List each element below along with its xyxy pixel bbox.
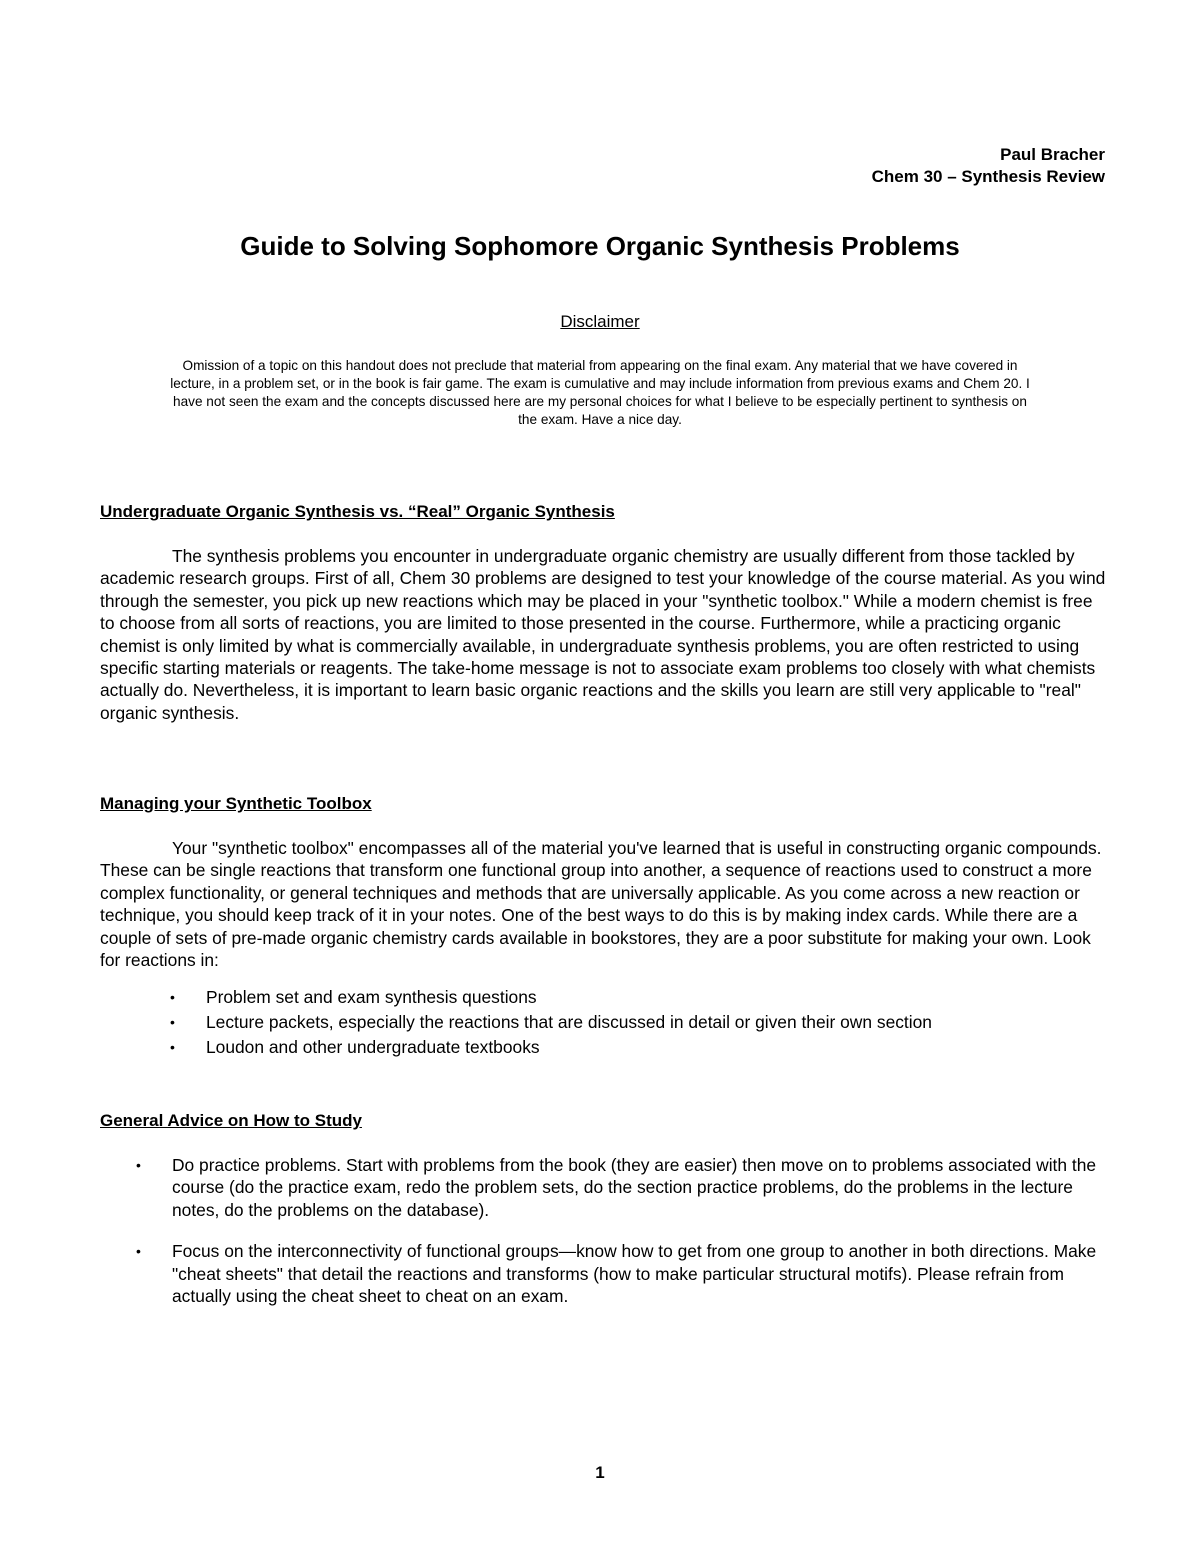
paragraph-toolbox: Your "synthetic toolbox" encompasses all of the material you've learned that is useful in constructing organic compounds. These can be single reactions that transform one functional group into another, a sequence of reactions used to construct a more complex functionality, or general techniques and methods that are universally applicable. As you come across a new reaction or technique, you should keep track of it in your notes. One of the best ways to do this is by making index cards. While there are a couple of sets of pre-made organic chemistry cards available in bookstores, they are a poor substitute for making your own. Look for reactions in: (100, 838, 1102, 971)
list-item-text: Loudon and other undergraduate textbooks (206, 1037, 540, 1058)
section-toolbox (100, 793, 1110, 1059)
section-heading-toolbox: Managing your Synthetic Toolbox (100, 794, 372, 813)
document-title: Guide to Solving Sophomore Organic Synthesis Problems (240, 231, 960, 261)
bullet-icon: • (136, 1157, 141, 1173)
course-name: Chem 30 – Synthesis Review (871, 167, 1105, 186)
author-block (872, 144, 1105, 188)
list-item (100, 1036, 1110, 1058)
list-item-text: Lecture packets, especially the reactions that are discussed in detail or given their own section (206, 1012, 932, 1033)
author-name: Paul Bracher (1000, 145, 1105, 164)
section-heading-advice: General Advice on How to Study (100, 1111, 362, 1130)
bullet-icon: • (170, 1039, 175, 1056)
disclaimer-heading: Disclaimer (560, 312, 640, 331)
list-item-text: Problem set and exam synthesis questions (206, 987, 537, 1008)
list-item (100, 1011, 1110, 1033)
list-item (100, 1154, 1110, 1221)
list-item-text: Do practice problems. Start with problems from the book (they are easier) then move on to problems associated with the course (do the practice exam, redo the problem sets, do the section practice problems, do the problems in the lecture notes, do the problems on the database). (172, 1155, 1097, 1220)
bullet-icon: • (170, 1014, 175, 1031)
list-item (100, 986, 1110, 1008)
section-advice (100, 1110, 1110, 1307)
advice-bullet-list (100, 1154, 1110, 1307)
section-undergrad (100, 501, 1110, 724)
paragraph-undergrad: The synthesis problems you encounter in undergraduate organic chemistry are usually different from those tackled by academic research groups. First of all, Chem 30 problems are designed to test your knowledge of the course material. As you wind through the semester, you pick up new reactions which may be placed in your "synthetic toolbox." While a modern chemist is free to choose from all sorts of reactions, you are limited to those presented in the course. Furthermore, while a practicing organic chemist is only limited by what is commercially available, in undergraduate synthesis problems, you are often restricted to using specific starting materials or reagents. The take-home message is not to associate exam problems too closely with what chemists actually do. Nevertheless, it is important to learn basic organic reactions and the skills you learn are still very applicable to "real" organic synthesis. (100, 546, 1106, 723)
section-heading-undergrad: Undergraduate Organic Synthesis vs. “Real” Organic Synthesis (100, 502, 615, 521)
disclaimer-text: Omission of a topic on this handout does not preclude that material from appearing on the final exam. Any material that we have covered in lecture, in a problem set, or in the book is fair game. The exam is cumulative and may include information from previous exams and Chem 20. I have not seen the exam and the concepts discussed here are my personal choices for what I believe to be especially pertinent to synthesis on the exam. Have a nice day. (170, 358, 1030, 427)
bullet-icon: • (170, 989, 175, 1006)
list-item-text: Focus on the interconnectivity of functional groups—know how to get from one group to another in both directions. Make "cheat sheets" that detail the reactions and transforms (how to make particular structural motifs). Please refrain from actually using the cheat sheet to cheat on an exam. (172, 1241, 1097, 1307)
bullet-icon: • (136, 1243, 141, 1260)
list-item (100, 1240, 1110, 1307)
page-number: 1 (595, 1463, 605, 1482)
toolbox-bullet-list (100, 986, 1110, 1058)
